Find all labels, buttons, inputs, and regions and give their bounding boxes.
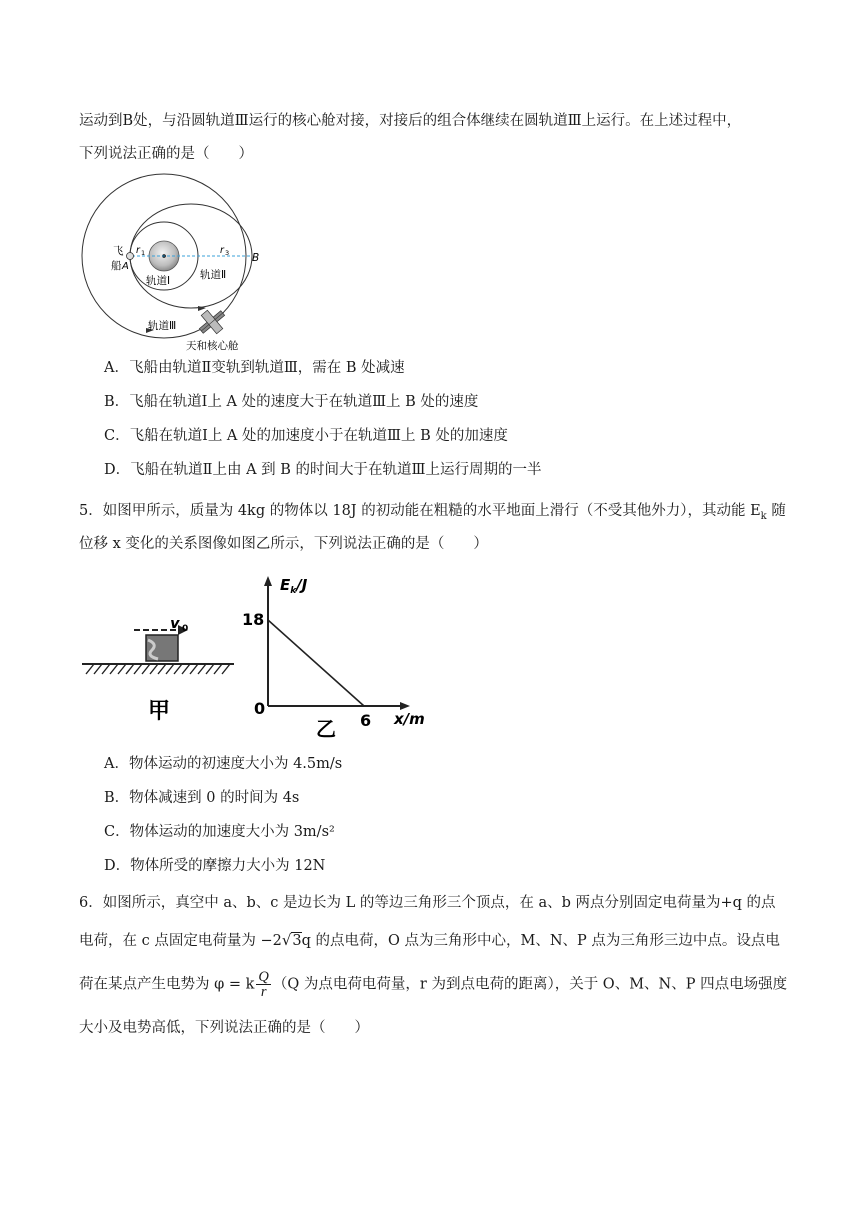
label-r3-sub: 3 — [225, 249, 230, 257]
x-axis-label: x/m — [394, 710, 425, 728]
x-axis-arrow — [400, 702, 410, 710]
figure-jia — [80, 620, 240, 730]
q5-option-b: B．物体减速到 0 的时间为 4s — [104, 790, 300, 806]
label-ship-1: 飞 — [113, 245, 124, 257]
x-tick-label: 6 — [360, 711, 372, 730]
label-r3: r — [220, 245, 224, 256]
v0-sub: 0 — [182, 624, 189, 634]
label-r1: r — [136, 245, 140, 256]
label-orbit-1: 轨道Ⅰ — [146, 275, 171, 287]
q5-stem-line1: 5．如图甲所示，质量为 4kg 的物体以 18J 的初动能在粗糙的水平地面上滑行（不受其他外力），其动能 $E_k$ 随 — [79, 503, 786, 522]
q4-option-c: C．飞船在轨道Ⅰ上 A 处的加速度小于在轨道Ⅲ上 B 处的加速度 — [104, 428, 508, 444]
origin-label: 0 — [254, 699, 266, 718]
orbit-diagram — [80, 168, 280, 356]
sqrt-value: 3 — [292, 933, 302, 949]
label-yi: 乙 — [316, 717, 336, 741]
potential-fraction: $\frac{Q}{r}$ — [258, 969, 269, 1000]
q4-stem-line2: 下列说法正确的是（ ） — [79, 146, 253, 162]
label-jia: 甲 — [148, 699, 171, 724]
data-point — [267, 619, 269, 621]
label-B: B — [252, 252, 260, 264]
data-point — [363, 705, 365, 707]
q4-option-d: D．飞船在轨道Ⅱ上由 A 到 B 的时间大于在轨道Ⅲ上运行周期的一半 — [104, 462, 542, 478]
q5-option-c: C．物体运动的加速度大小为 3m/s² — [104, 824, 335, 840]
q4-option-b: B．飞船在轨道Ⅰ上 A 处的速度大于在轨道Ⅲ上 B 处的速度 — [104, 394, 479, 410]
q5-stem-line2: 位移 x 变化的关系图像如图乙所示，下列说法正确的是（ ） — [79, 536, 488, 552]
q6-line1: 6．如图所示，真空中 a、b、c 是边长为 L 的等边三角形三个顶点，在 a、b 两点分别固定电荷量为+q 的点 — [79, 895, 776, 911]
v0-label: v — [170, 620, 180, 632]
label-station: 天和核心舱 — [186, 340, 239, 352]
label-A: A — [122, 261, 129, 272]
label-orbit-3: 轨道Ⅲ — [148, 320, 177, 332]
q6-line4: 大小及电势高低，下列说法正确的是（ ） — [79, 1020, 369, 1036]
label-r1-sub: 1 — [141, 249, 146, 257]
ek-x-chart — [238, 572, 428, 744]
q5-option-a: A．物体运动的初速度大小为 4.5m/s — [104, 756, 343, 772]
y-axis-label: $E_k/J$ — [280, 576, 308, 596]
y-axis-arrow — [264, 576, 272, 586]
q4-stem-line1: 运动到B处，与沿圆轨道Ⅲ运行的核心舱对接，对接后的组合体继续在圆轨道Ⅲ上运行。在上述过程中， — [79, 113, 742, 129]
label-orbit-2: 轨道Ⅱ — [200, 269, 227, 281]
q6-line3: 荷在某点产生电势为 φ = k $\frac{Q}{r}$ （Q 为点电荷电荷量，r 为到点电荷的距离），关于 O、M、N、P 四点电场强度 — [79, 969, 788, 1000]
ek-series-line — [268, 620, 364, 706]
q5-option-d: D．物体所受的摩擦力大小为 12N — [104, 858, 326, 874]
y-tick-label: 18 — [242, 610, 265, 629]
q4-option-a: A．飞船由轨道Ⅱ变轨到轨道Ⅲ，需在 B 处减速 — [104, 360, 405, 376]
ship-marker — [127, 253, 134, 260]
q6-line2: 电荷，在 c 点固定电荷量为 −2√3q 的点电荷，O 点为三角形中心，M、N、P 点为三角形三边中点。设点电 — [79, 931, 780, 949]
label-ship-2: 船 — [111, 260, 122, 272]
